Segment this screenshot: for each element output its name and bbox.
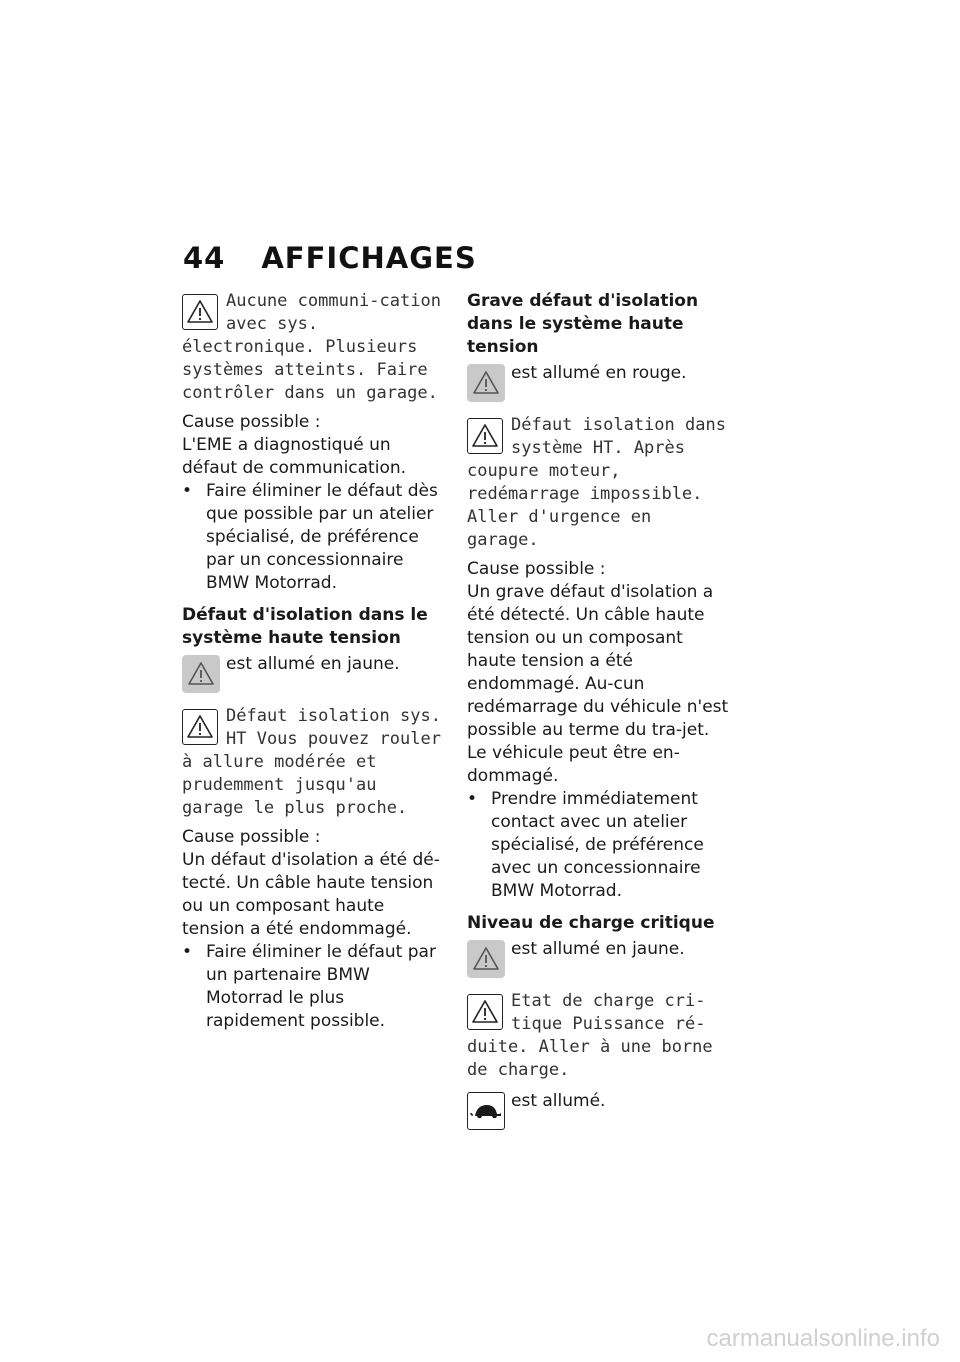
lamp-line bbox=[467, 360, 733, 406]
warning-triangle-icon bbox=[182, 294, 218, 330]
message-block-severe-insulation-fault bbox=[467, 414, 733, 552]
cause-text: L'EME a diagnostiqué un défaut de communication. bbox=[182, 435, 407, 478]
cause-label: Cause possible : bbox=[182, 412, 321, 432]
action-list bbox=[182, 941, 448, 1033]
display-message: Défaut isolation sys. HT Vous pouvez rouler à allure modérée et prudemment jusqu'au garage le plus proche. bbox=[182, 706, 441, 818]
warning-triangle-icon bbox=[182, 709, 218, 745]
page-header bbox=[183, 241, 477, 275]
lamp-status-text: est allumé. bbox=[511, 1091, 606, 1111]
display-message: Aucune communi-cation avec sys. électronique. Plusieurs systèmes atteints. Faire contrôler dans un garage. bbox=[182, 291, 441, 403]
lamp-status-text: est allumé en jaune. bbox=[226, 654, 400, 674]
section-heading-critical-charge: Niveau de charge critique bbox=[467, 913, 715, 933]
warning-triangle-icon bbox=[467, 418, 503, 454]
lamp-status-text: est allumé en rouge. bbox=[511, 363, 687, 383]
display-message: Etat de charge cri-tique Puissance ré-duite. Aller à une borne de charge. bbox=[467, 991, 713, 1080]
list-item: • Faire éliminer le défaut dès que possible par un atelier spécialisé, de préférence par un concessionnaire BMW Motorrad. bbox=[182, 480, 448, 595]
page-number: 44 bbox=[183, 241, 226, 275]
message-block-critical-charge bbox=[467, 990, 733, 1082]
warning-lamp-icon bbox=[182, 655, 220, 693]
lamp-status-text: est allumé en jaune. bbox=[511, 939, 685, 959]
lamp-line bbox=[467, 1088, 733, 1134]
lamp-line bbox=[467, 936, 733, 982]
warning-lamp-icon bbox=[467, 364, 505, 402]
cause-label: Cause possible : bbox=[467, 559, 606, 579]
right-column bbox=[467, 290, 733, 1134]
cause-text: Un défaut d'isolation a été dé-tecté. Un câble haute tension ou un composant haute tension a été endommagé. bbox=[182, 850, 440, 939]
action-list bbox=[467, 788, 733, 903]
section-heading-insulation-fault: Défaut d'isolation dans le système haute tension bbox=[182, 605, 428, 648]
display-message: Défaut isolation dans système HT. Après coupure moteur, redémarrage impossible. Aller d'urgence en garage. bbox=[467, 415, 726, 550]
section-heading-severe-insulation-fault: Grave défaut d'isolation dans le système haute tension bbox=[467, 291, 699, 357]
cause-label: Cause possible : bbox=[182, 827, 321, 847]
watermark: carmanualsonline.info bbox=[706, 1325, 940, 1352]
warning-lamp-icon bbox=[467, 940, 505, 978]
lamp-line bbox=[182, 651, 448, 697]
warning-triangle-icon bbox=[467, 994, 503, 1030]
turtle-icon bbox=[467, 1092, 505, 1130]
cause-text: Un grave défaut d'isolation a été détecté. Un câble haute tension ou un composant haute tension a été endommagé. Au-cun redémarrage du véhicule n'est possible au terme du tra-jet. Le véhicule peut être en-dommagé. bbox=[467, 582, 729, 786]
list-item: • Prendre immédiatement contact avec un atelier spécialisé, de préférence avec un concessionnaire BMW Motorrad. bbox=[467, 788, 733, 903]
message-block-insulation-fault bbox=[182, 705, 448, 820]
page-title: AFFICHAGES bbox=[261, 241, 477, 275]
list-item: • Faire éliminer le défaut par un partenaire BMW Motorrad le plus rapidement possible. bbox=[182, 941, 448, 1033]
left-column bbox=[182, 290, 448, 1033]
message-block-no-communication bbox=[182, 290, 448, 405]
action-list bbox=[182, 480, 448, 595]
